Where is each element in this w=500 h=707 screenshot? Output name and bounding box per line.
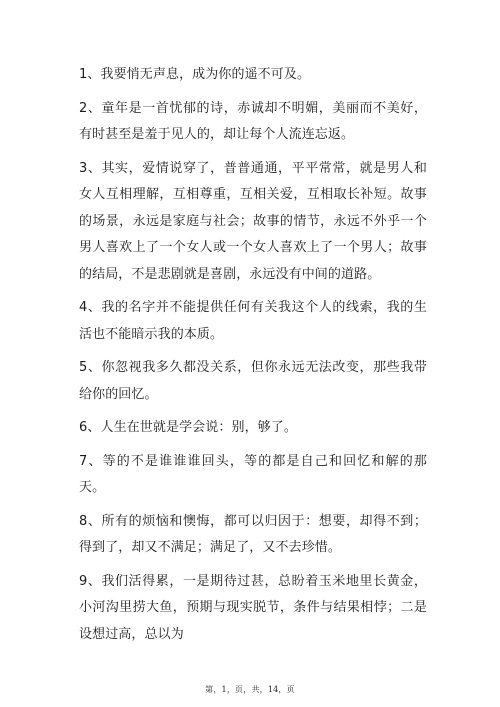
page-number-footer: 第，1，页，共，14，页: [205, 685, 295, 694]
paragraph-4: 4、我的名字并不能提供任何有关我这个人的线索，我的生活也不能暗示我的本质。: [79, 300, 427, 342]
paragraph-8: 8、所有的烦恼和懊悔，都可以归因于：想要，却得不到；得到了，却又不满足；满足了，又不去珍惜。: [79, 513, 427, 555]
paragraph-2: 2、童年是一首忧郁的诗，赤诚却不明媚，美丽而不美好，有时甚至是羞于见人的，却让每个人流连忘返。: [79, 100, 427, 142]
paragraph-1: 1、我要悄无声息，成为你的遥不可及。: [79, 67, 311, 82]
paragraph-5: 5、你忽视我多久都没关系，但你永远无法改变，那些我带给你的回忆。: [79, 360, 427, 402]
paragraph-3: 3、其实，爱情说穿了，普普通通，平平常常，就是男人和女人互相理解，互相尊重，互相关爱，互相取长补短。故事的场景，永远是家庭与社会；故事的情节，永远不外乎一个男人喜欢上了一个女人或一个女人喜欢上了一个男人；故事的结局，不是悲剧就是喜剧，永远没有中间的道路。: [79, 160, 427, 282]
document-body: [79, 62, 427, 655]
paragraph-9: 9、我们活得累，一是期待过甚，总盼着玉米地里长黄金，小河沟里捞大鱼，预期与现实脱节，条件与结果相悖；二是设想过高，总以为: [79, 573, 427, 642]
paragraph-7: 7、等的不是谁谁谁回头，等的都是自己和回忆和解的那天。: [79, 453, 427, 495]
paragraph-6: 6、人生在世就是学会说：别，够了。: [79, 420, 297, 435]
